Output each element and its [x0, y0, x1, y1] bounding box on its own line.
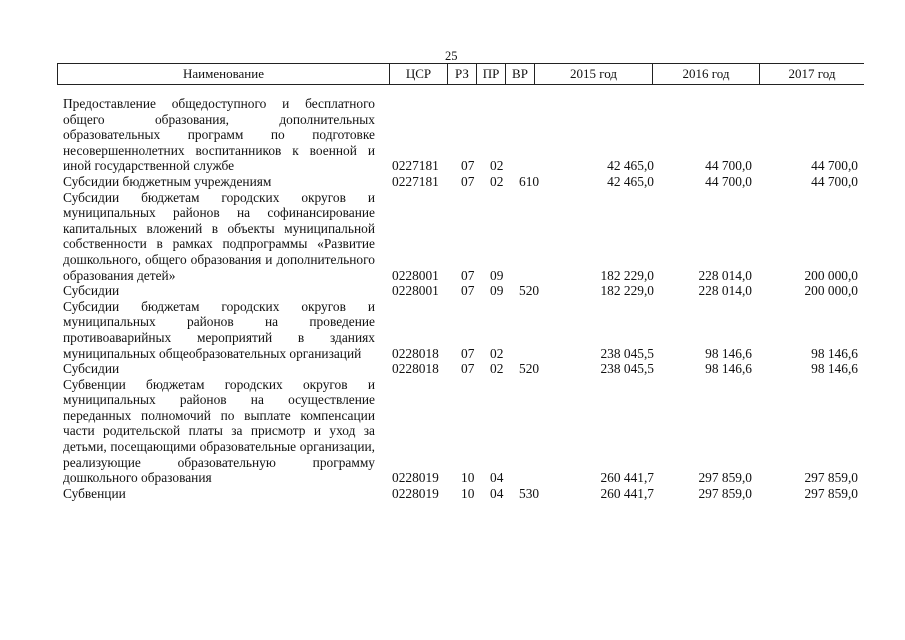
- row-2016: 98 146,6: [705, 345, 752, 361]
- row-rz: 07: [461, 158, 475, 174]
- row-vr: 520: [519, 283, 540, 299]
- header-2017: 2017 год: [788, 66, 836, 81]
- header-rz: РЗ: [448, 64, 477, 84]
- row-vr: 610: [519, 173, 540, 189]
- row-pr: 04: [490, 470, 504, 486]
- row-rz: 07: [461, 345, 475, 361]
- row-name: Субсидии: [63, 361, 120, 377]
- row-csr: 0228001: [392, 267, 439, 283]
- row-pr: 09: [490, 267, 504, 283]
- table-row: [0, 283, 905, 299]
- row-2016: 297 859,0: [698, 485, 752, 501]
- row-rz: 07: [461, 283, 475, 299]
- row-2017: 98 146,6: [811, 361, 858, 377]
- row-2015: 182 229,0: [600, 267, 654, 283]
- row-2015: 238 045,5: [600, 361, 654, 377]
- table-body: [0, 96, 905, 501]
- header-2015: 2015 год: [535, 64, 653, 84]
- row-vr: 520: [519, 361, 540, 377]
- row-pr: 09: [490, 283, 504, 299]
- header-pr: ПР: [477, 64, 506, 84]
- table-row: [0, 486, 905, 502]
- table-row: [0, 361, 905, 377]
- row-2017: 297 859,0: [804, 485, 858, 501]
- row-pr: 02: [490, 361, 504, 377]
- row-2015: 182 229,0: [600, 283, 654, 299]
- row-2015: 42 465,0: [607, 173, 654, 189]
- row-2017: 200 000,0: [804, 283, 858, 299]
- row-csr: 0228001: [392, 283, 439, 299]
- row-csr: 0227181: [392, 158, 439, 174]
- row-2017: 44 700,0: [811, 158, 858, 174]
- row-csr: 0228018: [392, 361, 439, 377]
- row-2016: 44 700,0: [705, 173, 752, 189]
- row-pr: 02: [490, 345, 504, 361]
- row-2017: 200 000,0: [804, 267, 858, 283]
- header-2016: 2016 год: [653, 64, 760, 84]
- row-rz: 07: [461, 173, 475, 189]
- row-rz: 10: [461, 485, 475, 501]
- row-name: Предоставление общедоступного и бесплатного общего образования, дополнительных образовательных программ по подготовке несовершеннолетних воспитанников к военной и иной государственной службе: [63, 96, 375, 174]
- row-csr: 0227181: [392, 173, 439, 189]
- row-name: Субсидии бюджетам городских округов и муниципальных районов на проведение противоаварийных мероприятий в зданиях муниципальных общеобразовательных организаций: [63, 298, 375, 361]
- table-row: [0, 190, 905, 284]
- row-name: Субсидии бюджетам городских округов и муниципальных районов на софинансирование капитальных вложений в объекты муниципальной собственности в рамках подпрограммы «Развитие дошкольного, общего образования и дополнительного образования детей»: [63, 189, 375, 283]
- row-pr: 02: [490, 158, 504, 174]
- row-csr: 0228018: [392, 345, 439, 361]
- row-rz: 07: [461, 267, 475, 283]
- row-rz: 10: [461, 470, 475, 486]
- row-2015: 238 045,5: [600, 345, 654, 361]
- row-2016: 98 146,6: [705, 361, 752, 377]
- row-name: Субсидии: [63, 283, 120, 299]
- row-2016: 44 700,0: [705, 158, 752, 174]
- table-row: [0, 299, 905, 361]
- row-2017: 98 146,6: [811, 345, 858, 361]
- table-row: [0, 377, 905, 486]
- row-name: Субвенции: [63, 485, 126, 501]
- row-2015: 260 441,7: [600, 485, 654, 501]
- row-2017: 44 700,0: [811, 173, 858, 189]
- row-csr: 0228019: [392, 485, 439, 501]
- row-2015: 42 465,0: [607, 158, 654, 174]
- row-2017: 297 859,0: [804, 470, 858, 486]
- page-number: 25: [445, 49, 458, 63]
- header-name: Наименование: [58, 64, 390, 84]
- row-pr: 04: [490, 485, 504, 501]
- row-name: Субвенции бюджетам городских округов и муниципальных районов на осуществление переданных полномочий по выплате компенсации части родительской платы за присмотр и уход за детьми, посещающими образовательные организации, реализующие образовательную программу дошкольного образования: [63, 376, 375, 486]
- header-csr: ЦСР: [390, 64, 448, 84]
- header-vr: ВР: [506, 64, 535, 84]
- row-csr: 0228019: [392, 470, 439, 486]
- row-vr: 530: [519, 485, 540, 501]
- table-row: [0, 96, 905, 174]
- table-header: [57, 63, 864, 85]
- row-pr: 02: [490, 173, 504, 189]
- row-2015: 260 441,7: [600, 470, 654, 486]
- row-2016: 228 014,0: [698, 283, 752, 299]
- row-2016: 228 014,0: [698, 267, 752, 283]
- table-row: [0, 174, 905, 190]
- row-name: Субсидии бюджетным учреждениям: [63, 173, 272, 189]
- row-2016: 297 859,0: [698, 470, 752, 486]
- row-rz: 07: [461, 361, 475, 377]
